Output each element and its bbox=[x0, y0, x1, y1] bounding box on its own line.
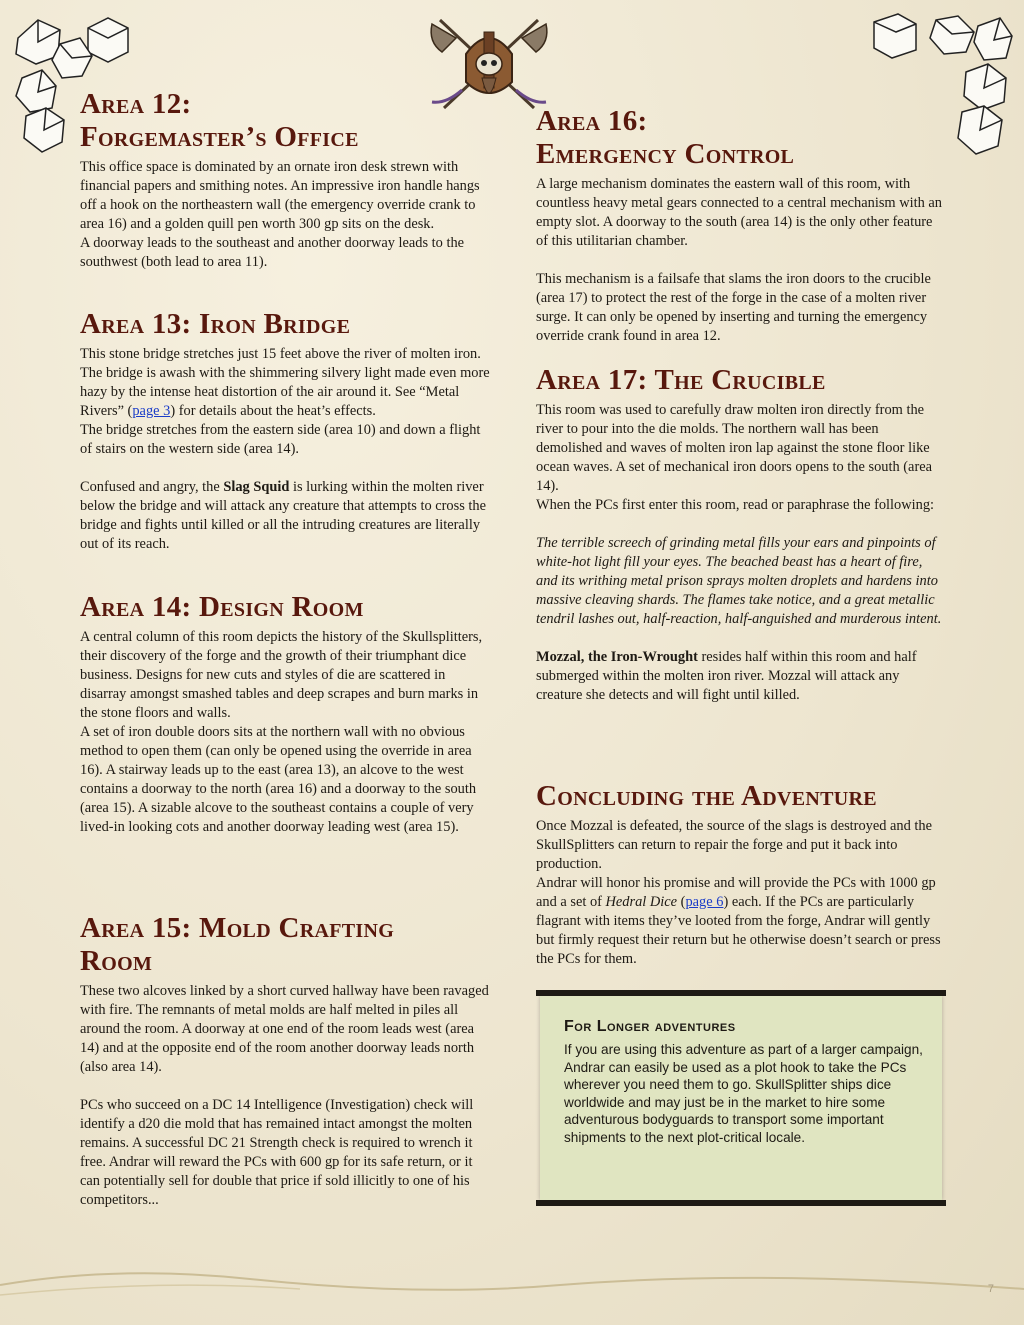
page-3-link[interactable]: page 3 bbox=[132, 403, 171, 419]
area-17-heading: Area 17: The Crucible bbox=[536, 364, 826, 396]
page-number: 7 bbox=[987, 1283, 994, 1295]
area-17-description: This room was used to carefully draw molten iron directly from the river to pour into the die molds. The northern wall has been demolished and waves of molten iron lap against the stone floor like ocean waves. A set of mechanical iron doors opens to the south (area 14). bbox=[536, 402, 933, 494]
area-13-encounter: Confused and angry, the Slag Squid is lurking within the molten river below the bridge and will attack any creature that attempts to cross the bridge and fights until killed or all the intruding creatures are literally out of its reach. bbox=[80, 479, 486, 552]
area-17-read-aloud-text: The terrible screech of grinding metal fills your ears and pinpoints of white-hot light fill your eyes. The beached beast has a heart of fire, and its writhing metal prison sprays molten droplets and hardens into massive cleaving shards. The flames take notice, and a great metallic tendril lashes out, half-reaction, half-anguished and murderous intent. bbox=[536, 535, 942, 627]
area-15-section bbox=[80, 912, 492, 1210]
conclusion-section bbox=[536, 780, 946, 969]
area-17-read-prompt: When the PCs first enter this room, read or paraphrase the following: bbox=[536, 497, 935, 513]
area-13-section bbox=[80, 308, 492, 554]
area-16-heading: Area 16: Emergency Control bbox=[536, 105, 795, 170]
area-16-description: A large mechanism dominates the eastern wall of this room, with countless heavy metal gears connected to a central mechanism with an empty slot. A doorway to the south (area 14) is the only other feature of this utilitarian chamber. bbox=[536, 176, 942, 249]
area-14-section bbox=[80, 591, 492, 837]
area-13-directions: The bridge stretches from the eastern side (area 10) and down a flight of stairs on the western side (area 14). bbox=[80, 422, 481, 457]
conclusion-p1: Once Mozzal is defeated, the source of the slags is destroyed and the SkullSplitters can return to repair the forge and put it back into production. bbox=[536, 818, 933, 872]
area-13-heading: Area 13: Iron Bridge bbox=[80, 308, 351, 340]
page-6-link[interactable]: page 6 bbox=[685, 894, 724, 910]
area-15-description: These two alcoves linked by a short curved hallway have been ravaged with fire. The remnants of metal molds are half melted in piles all around the room. A doorway at one end of the room leads west (area 14) and at the opposite end of the room another doorway leads north (also area 14). bbox=[80, 983, 489, 1075]
hedral-dice-item: Hedral Dice bbox=[605, 894, 678, 910]
area-16-mechanism: This mechanism is a failsafe that slams the iron doors to the crucible (area 17) to protect the rest of the forge in the case of a molten river surge. It can only be opened by inserting and turning the emergency override crank found in area 12. bbox=[536, 271, 931, 344]
note-title: For Longer adventures bbox=[564, 1018, 736, 1035]
area-15-die-mold: PCs who succeed on a DC 14 Intelligence (Investigation) check will identify a d20 die mold that has remained intact amongst the molten remains. A successful DC 21 Strength check is required to wrench it free. Andrar will reward the PCs with 600 gp for its safe return, or it can potentially sell for double that price if sold illicitly to one of his competitors... bbox=[80, 1097, 474, 1208]
mozzal-monster-name: Mozzal, the Iron-Wrought bbox=[536, 649, 698, 665]
area-12-section bbox=[80, 88, 492, 272]
area-16-section bbox=[536, 105, 946, 346]
conclusion-heading: Concluding the Adventure bbox=[536, 780, 877, 812]
conclusion-p2: Andrar will honor his promise and will provide the PCs with 1000 gp and a set of Hedral Dice (page 6) each. If the PCs are particularly flagrant with items they’ve looted from the forge, Andrar will gently but firmly request their return but he otherwise doesn’t search or press the PCs for them. bbox=[536, 875, 941, 967]
area-17-section bbox=[536, 364, 946, 705]
note-body: If you are using this adventure as part of a larger campaign, Andrar can easily be used as a plot hook to take the PCs wherever you need them to go. SkullSplitter ships dice worldwide and may just be in the market to hire some adventurous bodyguards to transport some important shipments to the next plot-critical locale. bbox=[564, 1042, 923, 1145]
area-17-encounter: Mozzal, the Iron-Wrought resides half within this room and half submerged within the molten iron river. Mozzal will attack any creature she detects and will fight until killed. bbox=[536, 649, 917, 703]
note-bottom-border bbox=[536, 1200, 946, 1206]
area-12-heading: Area 12: Forgemaster’s Office bbox=[80, 88, 359, 153]
longer-adventures-note-box bbox=[540, 996, 942, 1200]
area-12-description: This office space is dominated by an ornate iron desk strewn with financial papers and smithing notes. An impressive iron handle hangs off a hook on the northeastern wall (the emergency override crank to area 16) and a golden quill pen worth 300 gp sits on the desk. bbox=[80, 159, 480, 232]
area-15-heading: Area 15: Mold Crafting Room bbox=[80, 912, 395, 977]
area-14-heading: Area 14: Design Room bbox=[80, 591, 364, 623]
area-14-doorways: A set of iron double doors sits at the northern wall with no obvious method to open them (can only be opened using the override in area 16). A stairway leads up to the east (area 13), an alcove to the west contains a doorway to the north (area 16) and a doorway to the south (area 15). A sizable alcove to the southeast contains a couple of very lived-in looking cots and another doorway leading west (area 15). bbox=[80, 724, 477, 835]
slag-squid-monster-name: Slag Squid bbox=[223, 479, 290, 495]
note-top-border bbox=[536, 990, 946, 996]
area-12-doorways: A doorway leads to the southeast and another doorway leads to the southwest (both lead to area 11). bbox=[80, 235, 465, 270]
area-14-description: A central column of this room depicts the history of the Skullsplitters, their discovery of the forge and the growth of their triumphant dice business. Designs for new cuts and styles of die are scattered in disarray amongst smashed tables and deep scrapes and burn marks in the stone floors and walls. bbox=[80, 629, 483, 721]
footer-flourish-icon bbox=[0, 1245, 1024, 1305]
area-13-description: This stone bridge stretches just 15 feet above the river of molten iron. The bridge is awash with the shimmering silvery light made even more hazy by the intense heat distortion of the air around it. See “Metal Rivers” (page 3) for details about the heat’s effects. bbox=[80, 346, 490, 419]
